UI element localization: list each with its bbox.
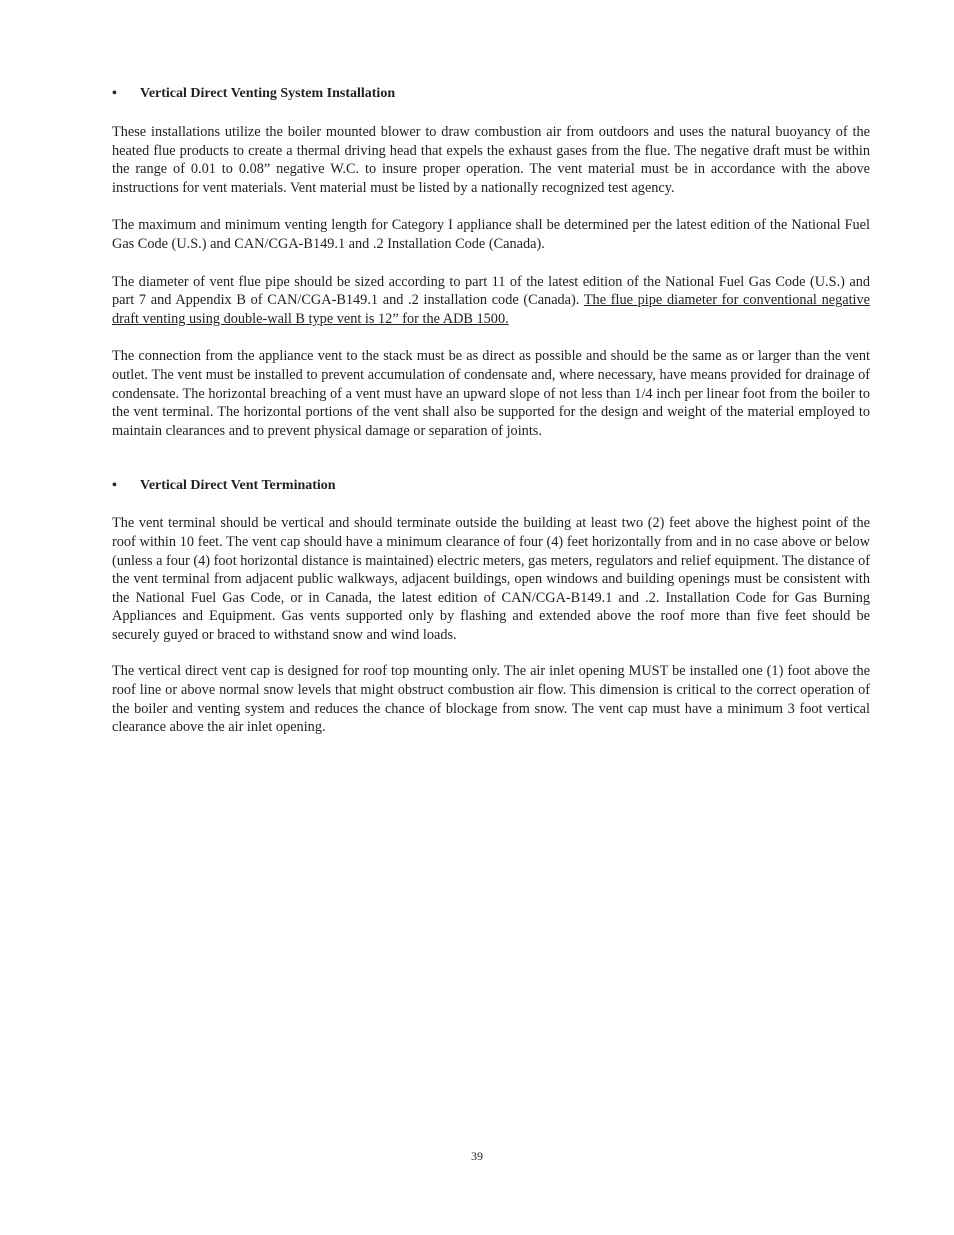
bullet-marker: • — [112, 86, 117, 101]
document-page — [112, 84, 870, 737]
section-title: Vertical Direct Venting System Installation — [140, 86, 396, 101]
paragraph-vent-cap: The vertical direct vent cap is designed for roof top mounting only. The air inlet opening MUST be installed one (1) foot above the roof line or above normal snow levels that might obstruct combustion air flow. This dimension is critical to the correct operation of the boiler and venting system and reduces the chance of blockage from snow. The vent cap must have a minimum 3 foot vertical clearance above the air inlet opening. — [112, 663, 870, 736]
flue-diameter-text: The diameter of vent flue pipe should be sized according to part 11 of the latest edition of the National Fuel Gas Code (U.S.) and part 7 and Appendix B of CAN/CGA-B149.1 and .2 installation code (Canada). — [112, 273, 870, 309]
flue-diameter-underlined-text: The flue pipe diameter for conventional negative draft venting using double-wall B type vent is 12” for the ADB 1500. — [112, 292, 871, 327]
section-heading-venting-installation — [112, 84, 870, 104]
paragraph-venting-length: The maximum and minimum venting length for Category I appliance shall be determined per the latest edition of the National Fuel Gas Code (U.S.) and CAN/CGA-B149.1 and .2 Installation Code (Canada). — [112, 217, 870, 252]
section-heading-vent-termination — [112, 476, 870, 496]
section-title: Vertical Direct Vent Termination — [140, 478, 336, 494]
page-number: 39 — [471, 1149, 483, 1163]
paragraph-flue-diameter — [112, 273, 870, 329]
paragraph-vent-connection: The connection from the appliance vent to the stack must be as direct as possible and should be the same as or larger than the vent outlet. The vent must be installed to prevent accumulation of condensate and, where necessary, have means provided for drainage of condensate. The horizontal breaching of a vent must have an upward slope of not less than 1/4 inch per linear foot from the boiler to the vent terminal. The horizontal portions of the vent shall also be supported for the design and weight of the material employed to maintain clearances and to prevent physical damage or separation of joints. — [112, 348, 870, 439]
paragraph-vent-terminal: The vent terminal should be vertical and should terminate outside the building at least two (2) feet above the highest point of the roof within 10 feet. The vent cap should have a minimum clearance of four (4) feet horizontally from and in no case above or below (unless a four (4) foot horizontal distance is maintained) electric meters, gas meters, regulators and relief equipment. The distance of the vent terminal from adjacent public walkways, adjacent buildings, open windows and building openings must be consistent with the National Fuel Gas Code, or in Canada, the latest edition of CAN/CGA-B149.1 and .2. Installation Code for Gas Burning Appliances and Equipment. Gas vents supported only by flashing and extended above the roof more than five feet should be securely guyed or braced to withstand snow and wind loads. — [112, 515, 870, 643]
paragraph-installation-overview: These installations utilize the boiler mounted blower to draw combustion air from outdoors and uses the natural buoyancy of the heated flue products to create a thermal driving head that expels the exhaust gases from the flue. The negative draft must be within the range of 0.01 to 0.08” negative W.C. to insure proper operation. The vent material must be in accordance with the above instructions for vent materials. Vent material must be listed by a nationally recognized test agency. — [112, 124, 870, 196]
bullet-marker: • — [112, 478, 117, 494]
